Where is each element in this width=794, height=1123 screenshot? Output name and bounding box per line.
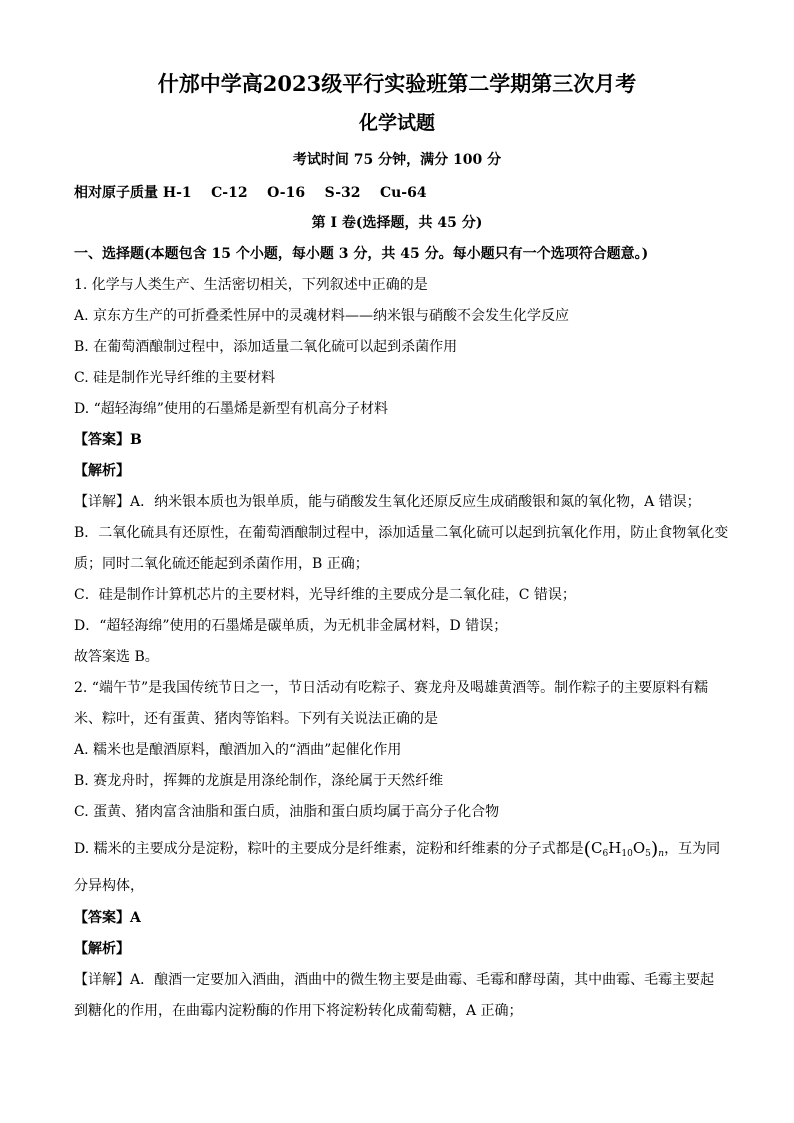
q2-answer: 【答案】A [74, 910, 141, 926]
q2-option-d-text: D. 糯米的主要成分是淀粉，粽叶的主要成分是纤维素，淀粉和纤维素的分子式都是 [74, 841, 584, 857]
q2-stem-line-1: 2. “端午节”是我国传统节日之一，节日活动有吃粽子、赛龙舟及喝雄黄酒等。制作粽子的主要原料有糯 [74, 680, 709, 696]
q1-option-b: B. 在葡萄酒酿制过程中，添加适量二氧化硫可以起到杀菌作用 [74, 339, 458, 355]
q1-option-c: C. 硅是制作光导纤维的主要材料 [74, 370, 276, 386]
q2-option-a: A. 糯米也是酿酒原料，酿酒加入的“酒曲”起催化作用 [74, 742, 402, 758]
q1-detail-5: D．“超轻海绵”使用的石墨烯是碳单质，为无机非金属材料，D 错误； [74, 618, 508, 634]
q2-option-c: C. 蛋黄、猪肉富含油脂和蛋白质，油脂和蛋白质均属于高分子化合物 [74, 804, 500, 820]
section-title: 第 I 卷(选择题，共 45 分) [311, 215, 483, 231]
q1-stem: 1. 化学与人类生产、生活密切相关，下列叙述中正确的是 [74, 277, 428, 293]
q1-answer: 【答案】B [74, 432, 142, 448]
section-instruction: 一、选择题(本题包含 15 个小题，每小题 3 分，共 45 分。每小题只有一个选项符合题意。) [74, 246, 649, 262]
q1-option-a: A. 京东方生产的可折叠柔性屏中的灵魂材料——纳米银与硝酸不会发生化学反应 [74, 308, 570, 324]
q1-detail-4: C．硅是制作计算机芯片的主要材料，光导纤维的主要成分是二氧化硅，C 错误； [74, 587, 576, 603]
page-title: 什邡中学高2023级平行实验班第二学期第三次月考 [157, 71, 637, 96]
q1-detail-2: B．二氧化硫具有还原性，在葡萄酒酿制过程中，添加适量二氧化硫可以起到抗氧化作用，防止食物氧化变 [74, 525, 729, 541]
atomic-mass-line: 相对原子质量 H-1 C-12 O-16 S-32 Cu-64 [74, 185, 427, 201]
q2-detail-2: 到糖化的作用，在曲霉内淀粉酶的作用下将淀粉转化成葡萄糖，A 正确； [74, 1003, 523, 1019]
q2-option-b: B. 赛龙舟时，挥舞的龙旗是用涤纶制作，涤纶属于天然纤维 [74, 773, 444, 789]
q1-detail-1: 【详解】A．纳米银本质也为银单质，能与硝酸发生氧化还原反应生成硝酸银和氮的氧化物，A 错误； [74, 494, 701, 510]
q2-analysis-label: 【解析】 [74, 941, 130, 957]
q2-detail-1: 【详解】A．酿酒一定要加入酒曲，酒曲中的微生物主要是曲霉、毛霉和酵母菌，其中曲霉、毛霉主要起 [74, 972, 715, 988]
q1-conclusion: 故答案选 B。 [74, 649, 159, 665]
exam-info: 考试时间 75 分钟，满分 100 分 [292, 152, 502, 168]
q2-option-d-text-end: ，互为同 [664, 841, 721, 857]
polysaccharide-formula: $(C_6H_{10}O_5)_n$ [583, 838, 665, 860]
q1-detail-3: 质；同时二氧化硫还能起到杀菌作用，B 正确； [74, 556, 369, 572]
q2-stem-line-2: 米、粽叶，还有蛋黄、猪肉等馅料。下列有关说法正确的是 [74, 711, 438, 727]
q2-option-d [74, 838, 724, 864]
page-subtitle: 化学试题 [358, 112, 435, 134]
q1-option-d: D. “超轻海绵”使用的石墨烯是新型有机高分子材料 [74, 401, 388, 417]
q1-analysis-label: 【解析】 [74, 463, 130, 479]
q2-option-d-cont: 分异构体， [74, 878, 144, 894]
